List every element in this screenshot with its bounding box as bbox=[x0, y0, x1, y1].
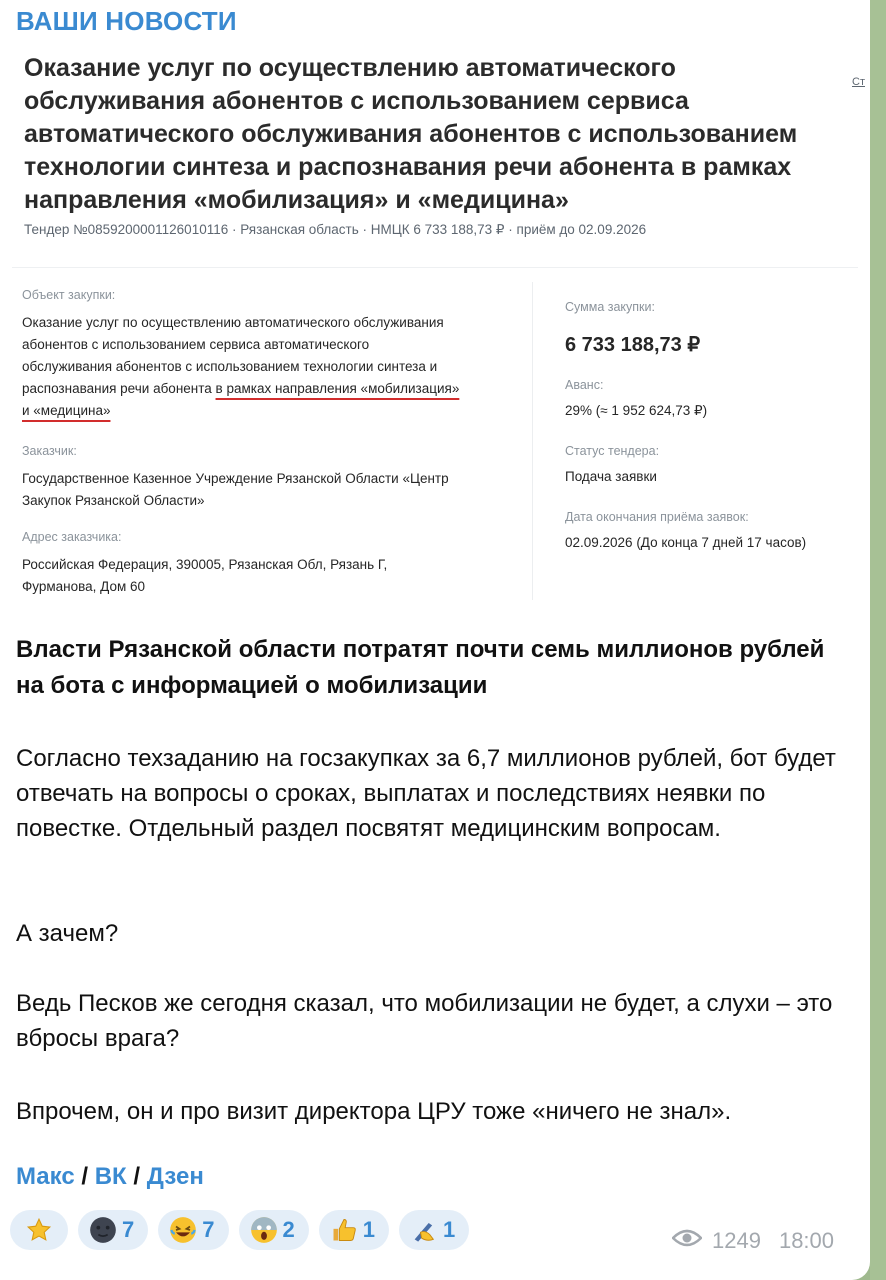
reaction-count: 1 bbox=[443, 1217, 456, 1242]
underlined-phrase: в рамках направления «мобилизация» bbox=[215, 381, 460, 396]
new-moon-face-icon bbox=[88, 1215, 118, 1245]
rofl-face-icon bbox=[168, 1215, 198, 1245]
reaction-count: 7 bbox=[202, 1217, 215, 1242]
reaction-writing-hand[interactable] bbox=[399, 1210, 469, 1250]
post-paragraph-3: Ведь Песков же сегодня сказал, что мобилизации не будет, а слухи – это вбросы врага? bbox=[16, 990, 833, 1052]
sum-label: Сумма закупки: bbox=[565, 300, 655, 314]
tender-meta: Тендер №0859200001126010116 · Рязанская область · НМЦК 6 733 188,73 ₽ · приём до 02.09.2026 bbox=[24, 222, 647, 237]
address-label: Адрес заказчика: bbox=[22, 530, 122, 544]
object-label: Объект закупки: bbox=[22, 288, 116, 302]
chat-background bbox=[870, 0, 886, 1280]
reaction-count: 1 bbox=[362, 1217, 375, 1242]
divider bbox=[12, 267, 858, 268]
tender-title: Оказание услуг по осуществлению автоматического обслуживания абонентов с использованием сервиса автоматического обслуживания абонентов с использованием технологии синтеза и распознавания речи абонента в рамках направления «мобилизация» и «медицина» bbox=[24, 54, 798, 214]
link-separator: / bbox=[133, 1163, 141, 1190]
thumbs-up-icon bbox=[329, 1215, 359, 1245]
writing-hand-icon bbox=[409, 1215, 439, 1245]
star-icon bbox=[24, 1215, 54, 1245]
status-value: Подача заявки bbox=[565, 469, 657, 484]
object-text: Оказание услуг по осуществлению автоматического обслуживания абонентов с использованием сервиса автоматического обслуживания абонентов с использованием технологии синтеза и распознавания речи абонента в рамках направления «мобилизация» и «медицина» bbox=[22, 315, 460, 418]
tender-details-left bbox=[12, 282, 533, 600]
tender-screenshot-image[interactable] bbox=[0, 38, 870, 610]
customer-label: Заказчик: bbox=[22, 444, 77, 458]
channel-name[interactable]: ВАШИ НОВОСТИ bbox=[16, 6, 237, 36]
message-time: 18:00 bbox=[778, 1228, 835, 1253]
link-vk[interactable]: ВК bbox=[94, 1163, 127, 1190]
post-paragraph-1: Согласно техзаданию на госзакупках за 6,7 миллионов рублей, бот будет отвечать на вопросы о сроках, выплатах и последствиях неявки по повестке. Отдельный раздел посвятят медицинским вопросам. bbox=[16, 745, 836, 842]
message-meta bbox=[672, 1228, 834, 1254]
reaction-count: 7 bbox=[122, 1217, 135, 1242]
reaction-new-moon[interactable] bbox=[78, 1210, 148, 1250]
advance-label: Аванс: bbox=[565, 378, 604, 392]
reaction-star[interactable] bbox=[10, 1210, 68, 1250]
reaction-rofl[interactable] bbox=[158, 1210, 228, 1250]
advance-value: 29% (≈ 1 952 624,73 ₽) bbox=[565, 403, 708, 418]
eye-icon bbox=[672, 1228, 702, 1254]
view-count: 1249 bbox=[712, 1228, 761, 1253]
status-label: Статус тендера: bbox=[565, 444, 660, 458]
deadline-value: 02.09.2026 (До конца 7 дней 17 часов) bbox=[565, 535, 807, 550]
post-links bbox=[16, 1163, 204, 1191]
sum-value: 6 733 188,73 ₽ bbox=[565, 334, 701, 356]
reaction-count: 2 bbox=[282, 1217, 295, 1242]
reaction-scream[interactable] bbox=[239, 1210, 309, 1250]
post-headline: Власти Рязанской области потратят почти семь миллионов рублей на бота с информацией о мобилизации bbox=[16, 636, 825, 699]
address-text: Российская Федерация, 390005, Рязанская Обл, Рязань Г, Фурманова, Дом 60 bbox=[22, 557, 388, 594]
link-separator: / bbox=[81, 1163, 89, 1190]
reactions-bar bbox=[10, 1210, 469, 1250]
customer-text: Государственное Казенное Учреждение Рязанской Области «Центр Закупок Рязанской Области» bbox=[22, 471, 449, 508]
link-max[interactable]: Макс bbox=[16, 1163, 75, 1190]
reaction-thumbs-up[interactable] bbox=[319, 1210, 389, 1250]
underlined-phrase-2: и «медицина» bbox=[22, 403, 111, 418]
screaming-face-icon bbox=[249, 1215, 279, 1245]
link-dzen[interactable]: Дзен bbox=[146, 1163, 204, 1190]
deadline-label: Дата окончания приёма заявок: bbox=[565, 510, 749, 524]
side-link: Ст bbox=[852, 76, 865, 88]
post-paragraph-2: А зачем? bbox=[16, 920, 119, 947]
post-paragraph-4: Впрочем, он и про визит директора ЦРУ тоже «ничего не знал». bbox=[16, 1098, 732, 1125]
